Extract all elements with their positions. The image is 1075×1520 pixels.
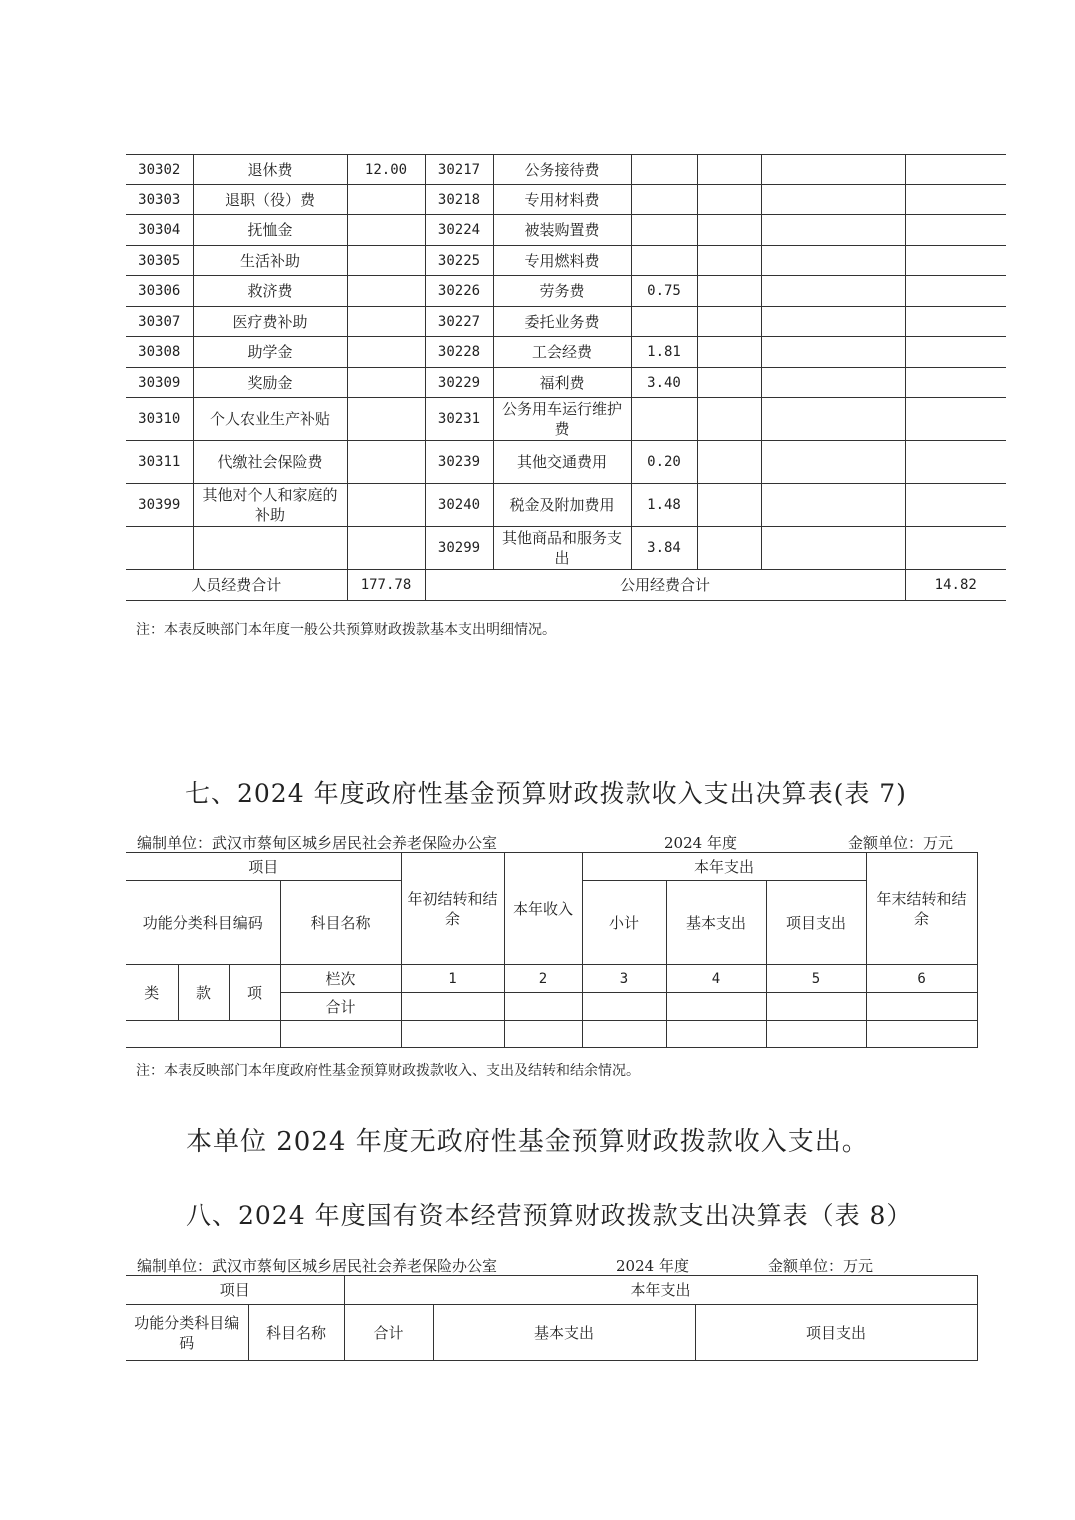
economic-code: 30218 <box>425 185 493 215</box>
expense-header: 本年支出 <box>582 853 866 881</box>
expense-name: 奖励金 <box>193 368 347 398</box>
expense-name: 个人农业生产补贴 <box>193 398 347 441</box>
amount: 1.48 <box>631 484 697 527</box>
func-code-header: 功能分类科目编码 <box>126 1305 248 1361</box>
project-header: 项目支出 <box>766 881 866 965</box>
empty-cell <box>761 368 905 398</box>
section7-currency: 金额单位：万元 <box>848 834 954 852</box>
empty-cell <box>761 398 905 441</box>
empty-cell <box>697 484 761 527</box>
empty-cell <box>905 307 1006 337</box>
subject-name-header: 科目名称 <box>280 881 401 965</box>
expense-name: 退职（役）费 <box>193 185 347 215</box>
expense-name: 救济费 <box>193 276 347 307</box>
section7-statement: 本单位 2024 年度无政府性基金预算财政拨款收入支出。 <box>186 1127 869 1157</box>
expense-name: 福利费 <box>493 368 631 398</box>
empty-cell <box>697 155 761 185</box>
expense-name: 其他对个人和家庭的补助 <box>193 484 347 527</box>
expense-name: 助学金 <box>193 337 347 368</box>
table-row <box>126 368 1006 398</box>
empty-cell <box>761 276 905 307</box>
amount <box>347 398 425 441</box>
expense-name: 代缴社会保险费 <box>193 441 347 484</box>
empty-cell <box>761 155 905 185</box>
amount: 3.84 <box>631 527 697 570</box>
economic-code: 30302 <box>126 155 193 185</box>
column-number: 3 <box>582 965 666 993</box>
amount: 3.40 <box>631 368 697 398</box>
economic-code: 30311 <box>126 441 193 484</box>
amount <box>631 215 697 246</box>
empty-cell <box>905 215 1006 246</box>
expense-name: 其他交通费用 <box>493 441 631 484</box>
government-fund-table <box>126 852 978 1048</box>
kuan-header: 款 <box>178 965 229 1021</box>
economic-code: 30308 <box>126 337 193 368</box>
empty-cell <box>905 337 1006 368</box>
amount <box>347 484 425 527</box>
empty-cell <box>697 246 761 276</box>
amount <box>631 246 697 276</box>
expense-name: 医疗费补助 <box>193 307 347 337</box>
empty-cell <box>761 215 905 246</box>
expense-name: 抚恤金 <box>193 215 347 246</box>
amount <box>347 185 425 215</box>
amount <box>347 215 425 246</box>
personnel-total-value: 177.78 <box>347 570 425 601</box>
economic-code: 30303 <box>126 185 193 215</box>
expense-name: 税金及附加费用 <box>493 484 631 527</box>
amount <box>347 307 425 337</box>
section7-year: 2024 年度 <box>664 834 737 852</box>
section7-note: 注：本表反映部门本年度政府性基金预算财政拨款收入、支出及结转和结余情况。 <box>136 1063 640 1079</box>
economic-code: 30217 <box>425 155 493 185</box>
public-total-label: 公用经费合计 <box>425 570 905 601</box>
end-balance-header: 年末结转和结余 <box>866 853 977 965</box>
amount: 0.75 <box>631 276 697 307</box>
empty-cell <box>761 527 905 570</box>
economic-code: 30240 <box>425 484 493 527</box>
totals-row <box>126 570 1006 601</box>
section7-title: 七、2024 年度政府性基金预算财政拨款收入支出决算表(表 7) <box>185 779 907 808</box>
empty-cell <box>697 185 761 215</box>
empty-cell <box>905 276 1006 307</box>
section8-title: 八、2024 年度国有资本经营预算财政拨款支出决算表（表 8） <box>186 1201 913 1230</box>
table-row <box>126 185 1006 215</box>
amount <box>631 398 697 441</box>
personnel-total-label: 人员经费合计 <box>126 570 347 601</box>
empty-cell <box>905 398 1006 441</box>
empty-cell <box>697 527 761 570</box>
empty-cell <box>905 441 1006 484</box>
public-total-value: 14.82 <box>905 570 1006 601</box>
economic-code: 30305 <box>126 246 193 276</box>
section8-unit: 编制单位：武汉市蔡甸区城乡居民社会养老保险办公室 <box>137 1257 498 1275</box>
income-header: 本年收入 <box>504 853 582 965</box>
expense-name: 公务用车运行维护费 <box>493 398 631 441</box>
section8-year: 2024 年度 <box>616 1257 689 1275</box>
economic-code: 30306 <box>126 276 193 307</box>
lei-header: 类 <box>126 965 178 1021</box>
empty-cell <box>697 276 761 307</box>
project-header: 项目支出 <box>695 1305 977 1361</box>
empty-cell <box>697 337 761 368</box>
amount: 1.81 <box>631 337 697 368</box>
table-row <box>126 527 1006 570</box>
economic-code: 30399 <box>126 484 193 527</box>
expense-name: 专用材料费 <box>493 185 631 215</box>
expense-header: 本年支出 <box>344 1276 977 1305</box>
economic-code: 30227 <box>425 307 493 337</box>
expense-name: 被装购置费 <box>493 215 631 246</box>
amount <box>631 155 697 185</box>
func-code-header: 功能分类科目编码 <box>126 881 280 965</box>
state-capital-table <box>126 1275 978 1361</box>
expense-name: 退休费 <box>193 155 347 185</box>
item-header: 项目 <box>126 853 401 881</box>
total-label: 合计 <box>280 993 401 1021</box>
empty-cell <box>905 484 1006 527</box>
table-row <box>126 337 1006 368</box>
column-number: 4 <box>666 965 766 993</box>
subtotal-header: 小计 <box>582 881 666 965</box>
amount <box>631 185 697 215</box>
empty-cell <box>905 185 1006 215</box>
column-number: 1 <box>401 965 504 993</box>
empty-cell <box>905 368 1006 398</box>
amount: 12.00 <box>347 155 425 185</box>
empty-cell <box>761 337 905 368</box>
economic-code: 30310 <box>126 398 193 441</box>
empty-cell <box>697 307 761 337</box>
empty-cell <box>697 215 761 246</box>
empty-cell <box>905 527 1006 570</box>
section7-unit: 编制单位：武汉市蔡甸区城乡居民社会养老保险办公室 <box>137 834 498 852</box>
column-no-label: 栏次 <box>280 965 401 993</box>
expense-name: 委托业务费 <box>493 307 631 337</box>
subject-name-header: 科目名称 <box>248 1305 344 1361</box>
xiang-header: 项 <box>229 965 280 1021</box>
column-number: 5 <box>766 965 866 993</box>
economic-code: 30309 <box>126 368 193 398</box>
column-number: 6 <box>866 965 977 993</box>
begin-balance-header: 年初结转和结余 <box>401 853 504 965</box>
empty-cell <box>761 441 905 484</box>
empty-cell <box>761 307 905 337</box>
table-row <box>126 246 1006 276</box>
amount <box>347 441 425 484</box>
basic-header: 基本支出 <box>433 1305 695 1361</box>
empty-cell <box>761 246 905 276</box>
economic-code <box>126 527 193 570</box>
amount <box>347 527 425 570</box>
empty-cell <box>697 368 761 398</box>
economic-code: 30226 <box>425 276 493 307</box>
table-row <box>126 215 1006 246</box>
amount <box>347 337 425 368</box>
expense-name: 其他商品和服务支出 <box>493 527 631 570</box>
economic-code: 30299 <box>425 527 493 570</box>
table-row <box>126 398 1006 441</box>
empty-row <box>126 1021 977 1048</box>
table-row <box>126 441 1006 484</box>
basic-header: 基本支出 <box>666 881 766 965</box>
table-row <box>126 276 1006 307</box>
economic-code: 30228 <box>425 337 493 368</box>
table-row <box>126 307 1006 337</box>
amount: 0.20 <box>631 441 697 484</box>
economic-code: 30304 <box>126 215 193 246</box>
expense-name: 劳务费 <box>493 276 631 307</box>
total-header: 合计 <box>344 1305 433 1361</box>
economic-code: 30307 <box>126 307 193 337</box>
amount <box>631 307 697 337</box>
amount <box>347 276 425 307</box>
table-row <box>126 155 1006 185</box>
section8-currency: 金额单位：万元 <box>768 1257 874 1275</box>
expense-name: 生活补助 <box>193 246 347 276</box>
economic-code: 30239 <box>425 441 493 484</box>
amount <box>347 246 425 276</box>
item-header: 项目 <box>126 1276 344 1305</box>
empty-cell <box>905 246 1006 276</box>
basic-expenditure-table <box>126 154 1006 601</box>
expense-name: 工会经费 <box>493 337 631 368</box>
economic-code: 30231 <box>425 398 493 441</box>
table6-note: 注：本表反映部门本年度一般公共预算财政拨款基本支出明细情况。 <box>136 622 556 638</box>
column-number: 2 <box>504 965 582 993</box>
empty-cell <box>905 155 1006 185</box>
table-row <box>126 484 1006 527</box>
empty-cell <box>761 185 905 215</box>
amount <box>347 368 425 398</box>
economic-code: 30225 <box>425 246 493 276</box>
expense-name <box>193 527 347 570</box>
expense-name: 专用燃料费 <box>493 246 631 276</box>
expense-name: 公务接待费 <box>493 155 631 185</box>
economic-code: 30224 <box>425 215 493 246</box>
empty-cell <box>697 441 761 484</box>
empty-cell <box>697 398 761 441</box>
economic-code: 30229 <box>425 368 493 398</box>
empty-cell <box>761 484 905 527</box>
